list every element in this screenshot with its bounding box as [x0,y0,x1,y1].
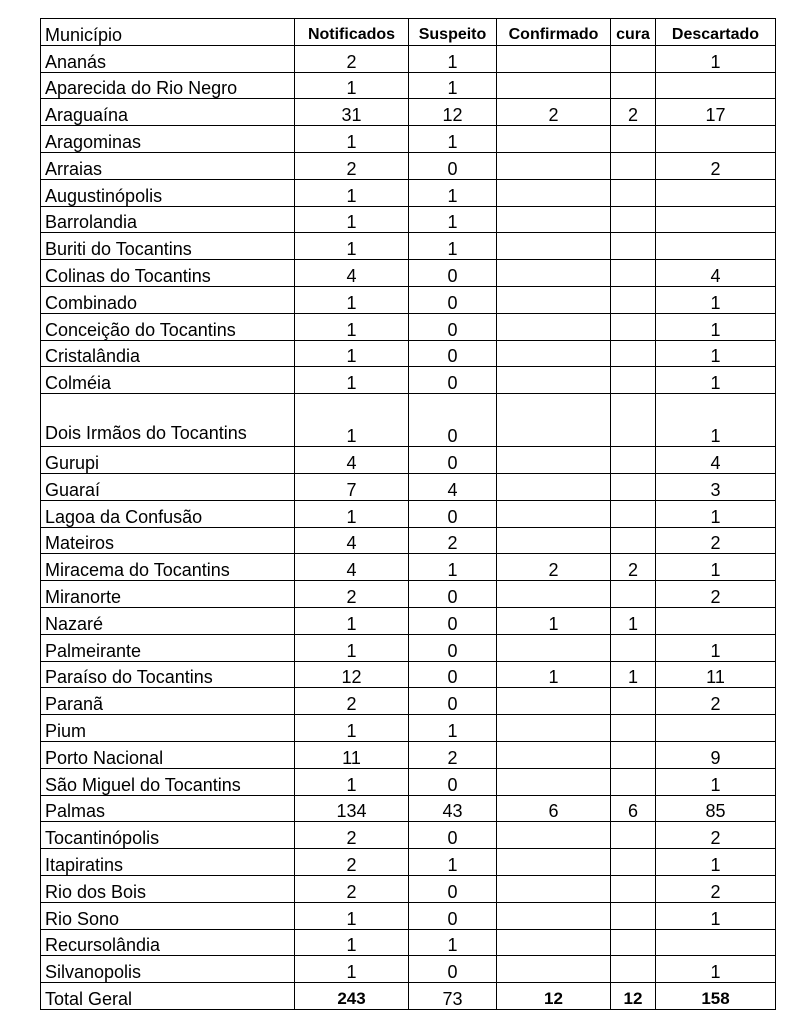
table-row [41,367,776,394]
cell-suspeito: 1 [409,929,497,956]
cell-municipio: Paranã [41,688,295,715]
cell-municipio: Guaraí [41,473,295,500]
cell-notificados: 1 [295,768,409,795]
cell-cura [611,126,656,153]
cell-notificados: 12 [295,661,409,688]
cell-cura [611,902,656,929]
cell-descartado [656,607,776,634]
header-suspeito: Suspeito [409,19,497,46]
cell-municipio: Cristalândia [41,340,295,367]
cell-notificados: 2 [295,45,409,72]
cell-descartado: 1 [656,313,776,340]
table-row [41,447,776,474]
cell-descartado: 1 [656,367,776,394]
cell-confirmado [497,260,611,287]
cell-confirmado [497,768,611,795]
table-row [41,72,776,99]
cell-descartado: 1 [656,849,776,876]
cell-cura [611,527,656,554]
cell-descartado: 1 [656,286,776,313]
municipality-cases-table [40,18,776,1010]
cell-cura [611,233,656,260]
cell-notificados: 2 [295,688,409,715]
cell-suspeito: 12 [409,99,497,126]
cell-confirmado [497,340,611,367]
cell-descartado [656,72,776,99]
cell-notificados: 1 [295,929,409,956]
cell-cura [611,206,656,233]
cell-notificados: 1 [295,715,409,742]
cell-suspeito: 0 [409,581,497,608]
table-row [41,473,776,500]
cell-confirmado [497,634,611,661]
cell-municipio: Aragominas [41,126,295,153]
cell-suspeito: 1 [409,849,497,876]
cell-municipio: Palmas [41,795,295,822]
cell-confirmado [497,715,611,742]
cell-cura [611,45,656,72]
cell-notificados: 1 [295,902,409,929]
total-row [41,983,776,1010]
cell-cura [611,634,656,661]
table-row [41,822,776,849]
cell-suspeito: 2 [409,527,497,554]
cell-cura [611,741,656,768]
cell-municipio: Rio Sono [41,902,295,929]
cell-confirmado: 6 [497,795,611,822]
cell-suspeito: 1 [409,72,497,99]
cell-suspeito: 0 [409,768,497,795]
cell-municipio: Buriti do Tocantins [41,233,295,260]
cell-confirmado [497,394,611,447]
cell-cura [611,179,656,206]
header-descartado: Descartado [656,19,776,46]
table-row [41,313,776,340]
cell-confirmado [497,367,611,394]
table-row [41,527,776,554]
cell-cura [611,313,656,340]
table-row [41,286,776,313]
cell-municipio: Paraíso do Tocantins [41,661,295,688]
table-row [41,929,776,956]
cell-confirmado: 2 [497,99,611,126]
cell-suspeito: 0 [409,661,497,688]
cell-suspeito: 1 [409,715,497,742]
cell-suspeito: 0 [409,634,497,661]
cell-suspeito: 0 [409,500,497,527]
cell-confirmado [497,822,611,849]
table-row [41,875,776,902]
cell-descartado: 1 [656,768,776,795]
cell-cura: 6 [611,795,656,822]
cell-municipio: Colméia [41,367,295,394]
cell-confirmado: 2 [497,554,611,581]
cell-suspeito: 4 [409,473,497,500]
cell-descartado: 1 [656,394,776,447]
cell-descartado: 2 [656,581,776,608]
total-suspeito: 73 [409,983,497,1010]
cell-cura [611,447,656,474]
cell-notificados: 2 [295,581,409,608]
header-notificados: Notificados [295,19,409,46]
cell-confirmado [497,581,611,608]
cell-suspeito: 0 [409,956,497,983]
cell-cura [611,875,656,902]
cell-municipio: Dois Irmãos do Tocantins [41,394,295,447]
cell-notificados: 1 [295,179,409,206]
cell-suspeito: 43 [409,795,497,822]
cell-notificados: 7 [295,473,409,500]
cell-descartado: 2 [656,527,776,554]
table-row [41,741,776,768]
cell-descartado: 1 [656,45,776,72]
cell-municipio: Tocantinópolis [41,822,295,849]
total-label: Total Geral [41,983,295,1010]
cell-municipio: Araguaína [41,99,295,126]
cell-suspeito: 1 [409,45,497,72]
cell-confirmado [497,152,611,179]
table-row [41,607,776,634]
cell-municipio: Miranorte [41,581,295,608]
cell-cura [611,260,656,287]
cell-suspeito: 0 [409,367,497,394]
table-body [41,45,776,982]
cell-municipio: Augustinópolis [41,179,295,206]
cell-notificados: 1 [295,956,409,983]
table-row [41,715,776,742]
cell-notificados: 1 [295,394,409,447]
cell-cura [611,849,656,876]
cell-descartado [656,233,776,260]
cell-suspeito: 0 [409,286,497,313]
cell-suspeito: 0 [409,688,497,715]
cell-suspeito: 1 [409,233,497,260]
cell-confirmado [497,956,611,983]
cell-confirmado [497,72,611,99]
cell-municipio: Itapiratins [41,849,295,876]
cell-descartado [656,179,776,206]
cell-cura [611,715,656,742]
cell-suspeito: 1 [409,554,497,581]
cell-cura [611,822,656,849]
table-row [41,45,776,72]
cell-suspeito: 0 [409,607,497,634]
cell-suspeito: 0 [409,394,497,447]
table-row [41,581,776,608]
cell-suspeito: 0 [409,902,497,929]
cell-notificados: 1 [295,367,409,394]
cell-confirmado [497,233,611,260]
cell-descartado [656,715,776,742]
cell-descartado: 1 [656,634,776,661]
cell-confirmado [497,849,611,876]
cell-notificados: 1 [295,634,409,661]
cell-suspeito: 0 [409,822,497,849]
cell-notificados: 1 [295,500,409,527]
cell-cura [611,473,656,500]
cell-municipio: Recursolândia [41,929,295,956]
cell-municipio: Silvanopolis [41,956,295,983]
cell-notificados: 2 [295,822,409,849]
cell-cura [611,394,656,447]
cell-descartado: 2 [656,152,776,179]
cell-municipio: São Miguel do Tocantins [41,768,295,795]
cell-notificados: 4 [295,260,409,287]
cell-municipio: Aparecida do Rio Negro [41,72,295,99]
cell-municipio: Pium [41,715,295,742]
total-descartado: 158 [656,983,776,1010]
table-row [41,768,776,795]
cell-municipio: Rio dos Bois [41,875,295,902]
cell-descartado [656,929,776,956]
cell-confirmado [497,206,611,233]
cell-confirmado [497,286,611,313]
total-notificados: 243 [295,983,409,1010]
cell-confirmado [497,741,611,768]
cell-notificados: 1 [295,313,409,340]
cell-cura [611,152,656,179]
cell-cura [611,581,656,608]
table-row [41,394,776,447]
cell-municipio: Barrolandia [41,206,295,233]
cell-cura [611,72,656,99]
cell-cura [611,340,656,367]
header-cura: cura [611,19,656,46]
table-row [41,179,776,206]
cell-notificados: 11 [295,741,409,768]
cell-descartado: 9 [656,741,776,768]
cell-cura [611,286,656,313]
cell-cura [611,500,656,527]
cell-municipio: Ananás [41,45,295,72]
cell-confirmado [497,527,611,554]
cell-descartado [656,126,776,153]
cell-confirmado: 1 [497,607,611,634]
table-row [41,795,776,822]
cell-cura [611,367,656,394]
cell-descartado: 1 [656,902,776,929]
cell-suspeito: 0 [409,152,497,179]
cell-suspeito: 0 [409,260,497,287]
cell-notificados: 1 [295,286,409,313]
cell-cura [611,688,656,715]
cell-descartado: 1 [656,340,776,367]
cell-descartado: 2 [656,688,776,715]
cell-notificados: 4 [295,447,409,474]
cell-suspeito: 1 [409,126,497,153]
table-row [41,634,776,661]
cell-notificados: 2 [295,875,409,902]
cell-confirmado [497,179,611,206]
cell-descartado: 2 [656,875,776,902]
table-row [41,956,776,983]
cell-notificados: 31 [295,99,409,126]
cell-confirmado [497,500,611,527]
cell-municipio: Gurupi [41,447,295,474]
table-row [41,99,776,126]
table-row [41,500,776,527]
cell-confirmado [497,929,611,956]
cell-municipio: Porto Nacional [41,741,295,768]
table-row [41,688,776,715]
cell-municipio: Conceição do Tocantins [41,313,295,340]
cell-confirmado [497,313,611,340]
cell-confirmado [497,902,611,929]
cell-confirmado: 1 [497,661,611,688]
cell-confirmado [497,473,611,500]
cell-suspeito: 1 [409,206,497,233]
cell-descartado: 17 [656,99,776,126]
table-row [41,260,776,287]
table-row [41,126,776,153]
cell-notificados: 2 [295,849,409,876]
table-row [41,340,776,367]
cell-descartado: 11 [656,661,776,688]
cell-suspeito: 2 [409,741,497,768]
cell-notificados: 4 [295,554,409,581]
cell-descartado: 4 [656,447,776,474]
cell-notificados: 1 [295,126,409,153]
table-row [41,152,776,179]
cell-notificados: 1 [295,72,409,99]
cell-municipio: Colinas do Tocantins [41,260,295,287]
cell-descartado: 85 [656,795,776,822]
cell-suspeito: 1 [409,179,497,206]
cell-notificados: 2 [295,152,409,179]
table-row [41,554,776,581]
cell-notificados: 1 [295,206,409,233]
cell-notificados: 1 [295,233,409,260]
cell-cura [611,929,656,956]
cell-municipio: Miracema do Tocantins [41,554,295,581]
cell-descartado: 1 [656,554,776,581]
header-confirmado: Confirmado [497,19,611,46]
cell-cura: 1 [611,661,656,688]
cell-confirmado [497,126,611,153]
total-confirmado: 12 [497,983,611,1010]
cell-descartado: 3 [656,473,776,500]
cell-municipio: Arraias [41,152,295,179]
cell-municipio: Mateiros [41,527,295,554]
table-row [41,661,776,688]
cell-notificados: 1 [295,607,409,634]
table-row [41,849,776,876]
cell-cura: 2 [611,554,656,581]
cell-confirmado [497,875,611,902]
cell-descartado: 1 [656,956,776,983]
header-municipio: Município [41,19,295,46]
cell-descartado [656,206,776,233]
cell-cura [611,768,656,795]
cell-confirmado [497,447,611,474]
cell-descartado: 1 [656,500,776,527]
table-row [41,902,776,929]
cell-suspeito: 0 [409,875,497,902]
cell-suspeito: 0 [409,340,497,367]
table-header-row [41,19,776,46]
cell-confirmado [497,688,611,715]
cell-municipio: Palmeirante [41,634,295,661]
cell-confirmado [497,45,611,72]
cell-descartado: 4 [656,260,776,287]
cell-cura: 1 [611,607,656,634]
cell-notificados: 1 [295,340,409,367]
cell-municipio: Nazaré [41,607,295,634]
cell-notificados: 134 [295,795,409,822]
cell-suspeito: 0 [409,447,497,474]
table-row [41,233,776,260]
cell-suspeito: 0 [409,313,497,340]
total-cura: 12 [611,983,656,1010]
cell-notificados: 4 [295,527,409,554]
cell-descartado: 2 [656,822,776,849]
cell-cura [611,956,656,983]
cell-cura: 2 [611,99,656,126]
cell-municipio: Lagoa da Confusão [41,500,295,527]
table-row [41,206,776,233]
cell-municipio: Combinado [41,286,295,313]
